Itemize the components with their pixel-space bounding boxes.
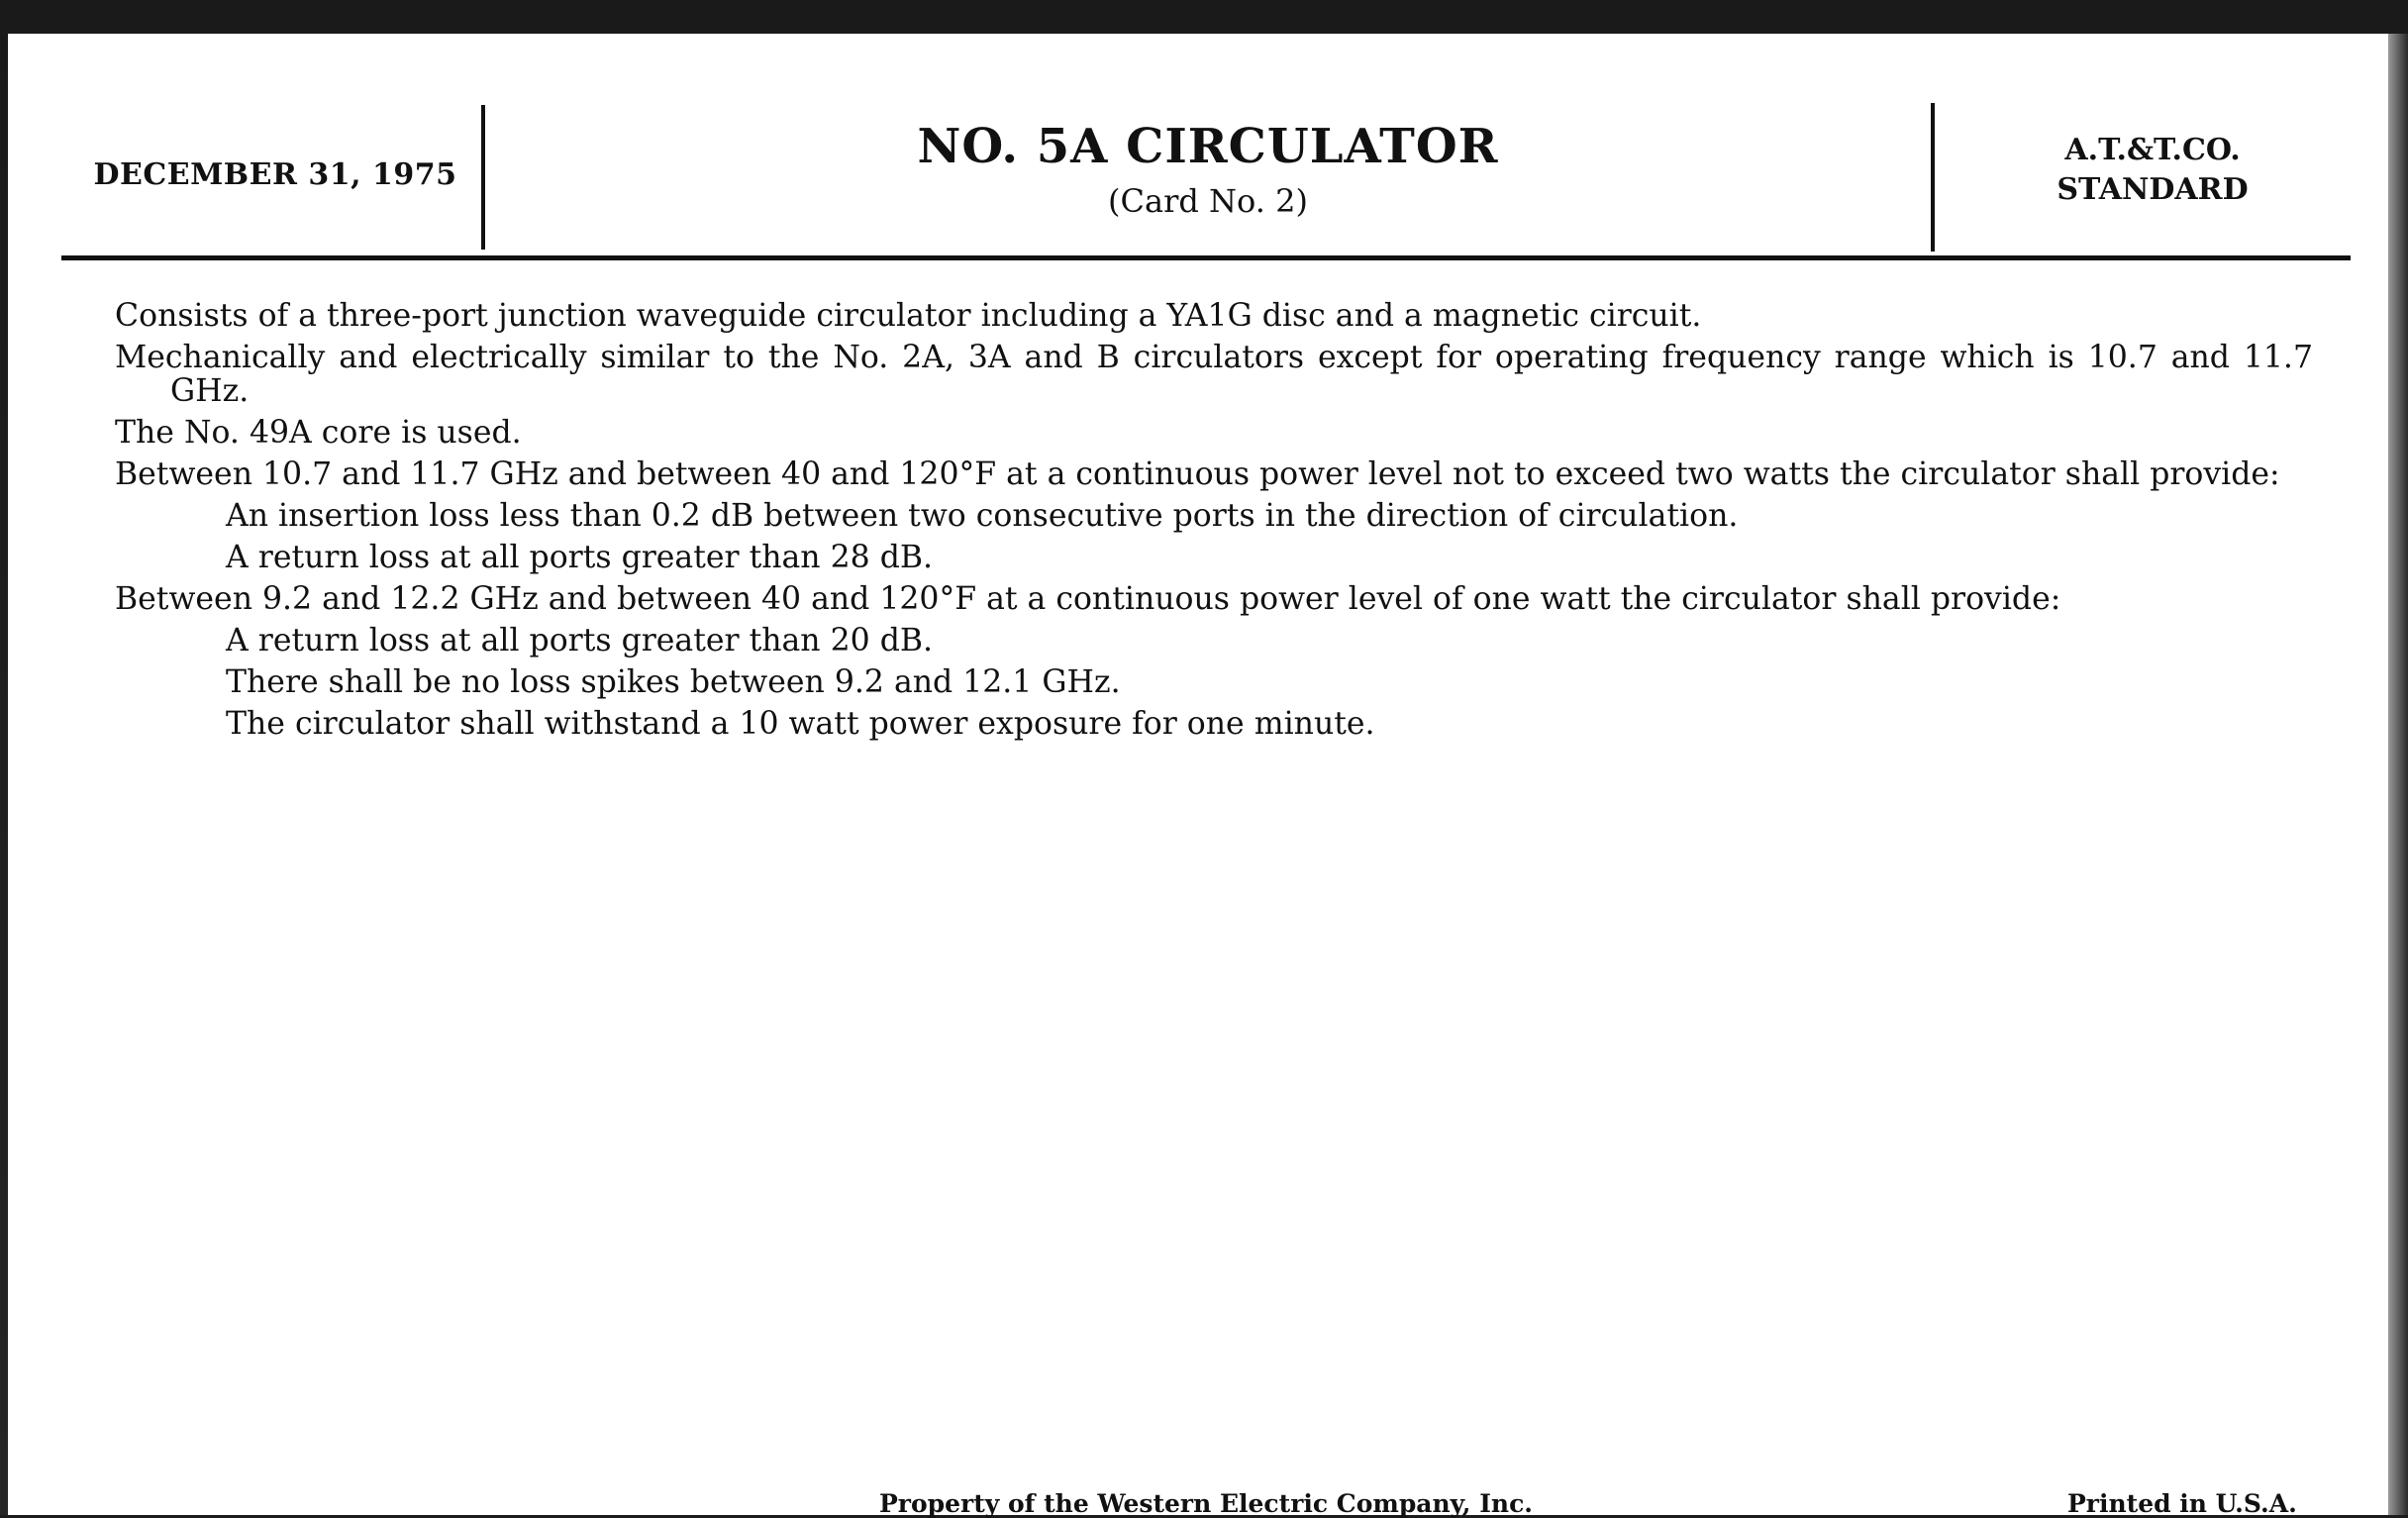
spec-paragraph: Mechanically and electrically similar to the No. 2A, 3A and B circulators except for operating frequency range which is 10.7 and 11.7 GHz. [115,340,2313,409]
standard-label [1935,131,2370,210]
spec-paragraph: Between 10.7 and 11.7 GHz and between 40 and 120°F at a continuous power level not to exceed two watts the circulator shall provide: [115,456,2280,492]
card-title: NO. 5A CIRCULATOR [917,119,1499,174]
specification-card [8,34,2388,1518]
footer-property: Property of the Western Electric Company, Inc. [879,1489,1534,1518]
spec-requirement: There shall be no loss spikes between 9.2 and 12.1 GHz. [226,664,1121,700]
spec-requirement: A return loss at all ports greater than 28 dB. [226,540,934,575]
card-subtitle: (Card No. 2) [1108,182,1308,220]
spec-requirement: A return loss at all ports greater than 20 dB. [226,623,934,658]
card-date: DECEMBER 31, 1975 [93,157,457,192]
scan-edge [2388,34,2408,1515]
header-rule [61,255,2351,260]
spec-paragraph: Consists of a three-port junction waveguide circulator including a YA1G disc and a magnetic circuit. [115,298,1702,334]
specification-body [115,299,2313,749]
standard-label-line2: STANDARD [2057,172,2249,207]
spec-paragraph: Between 9.2 and 12.2 GHz and between 40 and 120°F at a continuous power level of one watt the circulator shall provide: [115,581,2061,617]
standard-label-line1: A.T.&T.CO. [2064,133,2241,167]
footer-printed: Printed in U.S.A. [2067,1489,2297,1518]
spec-requirement: The circulator shall withstand a 10 watt power exposure for one minute. [226,706,1375,742]
spec-paragraph: The No. 49A core is used. [115,415,522,451]
spec-requirement: An insertion loss less than 0.2 dB between two consecutive ports in the direction of circulation. [226,498,1739,534]
